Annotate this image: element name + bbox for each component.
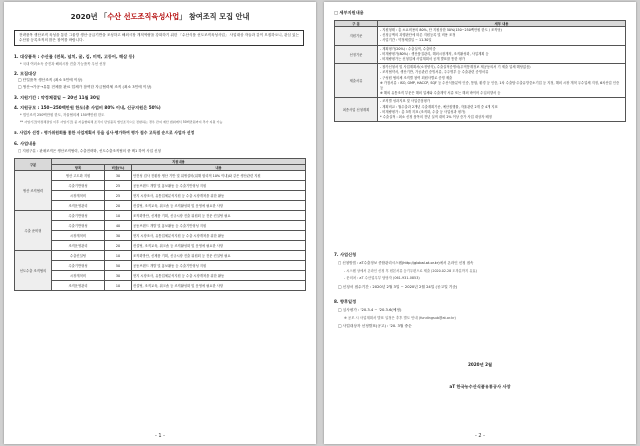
- table-row: [15, 281, 306, 291]
- detail-line: - 비계량평가 : 총 3개 지표 (조직화, 수출 등 사업성과 평가): [380, 109, 466, 114]
- page-number: - 1 -: [155, 433, 165, 439]
- row-ratio: 25: [105, 181, 132, 191]
- section-8-title: 8. 향후일정: [334, 299, 357, 304]
- row-ratio: 25: [105, 191, 132, 201]
- section-8-sub-1: ※ 공모 시 사업계획서 발표 일정은 추후 별도 안내 (fundingsub@at.or.kr): [344, 316, 456, 320]
- table-row: [15, 191, 306, 201]
- row-content: 조직화방안, 신제품 기획, 신규시장 진출 위원회 등 전문 컨설팅 필요: [132, 211, 306, 221]
- col-item: 항목: [52, 165, 105, 171]
- col-div: 구 분: [335, 21, 378, 27]
- title-highlight: 수산 선도조직육성사업: [107, 12, 180, 21]
- row-content: 안전성 검사 전환장 생산 기반 및 위생설비(위해 합리적 10% 이내)와 같은 생산관련 지원: [132, 171, 306, 181]
- detail-line: - 계획평가(20%) : 수출실적, 수출비중: [380, 46, 436, 51]
- col-support: 지원내용: [52, 159, 306, 165]
- row-content: 공동브랜드 개발 및 홍보활동 등 수출기반형성 지원: [132, 181, 306, 191]
- section-3-title: 3. 지원기간 : 약정체결일 ~ 20년 11월 30일: [14, 95, 100, 100]
- detail-line: - 사업기간 : 약정체결일 ~ 11.30일: [380, 38, 432, 43]
- row-label: 지원기준: [335, 27, 378, 46]
- row-ratio: 10: [105, 211, 132, 221]
- detail-table: [334, 20, 626, 122]
- detail-line: ※ 가점서류 : ISO, GMP, HACCP, SQF 등 수산식품분야 인증, 통합, 환경 등 인증, 1차 수출탑·수출유망중소기업 등 지정, 해외 시장 개척 우수업체 지정, 6차산업 인증 등: [380, 80, 620, 91]
- intro-box: [14, 30, 304, 46]
- row-item: 생산 고도화 지원: [52, 171, 105, 181]
- table-row: [335, 45, 626, 64]
- row-ratio: 10: [105, 281, 132, 291]
- table-row: [335, 27, 626, 46]
- group-label: 선도수출 조직협의: [15, 251, 52, 291]
- row-item: 시장개척비: [52, 231, 105, 241]
- row-item: 시장개척비: [52, 191, 105, 201]
- detail-line: - 지원형태 : 총 소요비용의 80%, 단 지원상한 50%(150~250백만원 한도 / 조직당): [380, 28, 502, 32]
- page-title: [4, 12, 316, 22]
- issuer-org: aT 한국농수산식품유통공사 사장: [449, 384, 511, 389]
- row-content: 현지 시장조사, 유통업체분석지원 등 수출 시장개척을 위한 활동: [132, 231, 306, 241]
- row-content: 공동브랜드 개발 및 홍보활동 등 수출기반형성 지원: [132, 261, 306, 271]
- table-row: [15, 251, 306, 261]
- section-1-note: * 국내 여러소득 증진과 해외시장 진출 가능품목 우선 선정: [20, 62, 106, 66]
- section-6-item-a: □ 지원구분 : 판매조직은 생산조직협력, 수출전략화, 선도수출조직협의 중 택1 하여 사업 신청: [18, 149, 161, 153]
- table-row: [15, 241, 306, 251]
- row-ratio: 20: [105, 201, 132, 211]
- detail-line: - 신청금액의 과행판단에 따른 지원등록 및 비용 조정: [380, 33, 456, 38]
- col-div: 구분: [15, 159, 52, 171]
- section-7-item-a: □ 신청방법 : aT수출정보 종합관리시스템(http://global.at.or.kr)에서 온라인 신청 접속: [338, 261, 474, 265]
- page-number: - 2 -: [475, 433, 485, 439]
- row-content: 컨설팅, 조직교육, 워크숍 등 조직활성화 및 운영에 필요한 사항: [132, 241, 306, 251]
- row-content: 현지 시장조사, 유통업체분석지원 등 수출 시장개척을 위한 활동: [132, 271, 306, 281]
- row-detail: [378, 98, 626, 122]
- detail-line: - 계획비교 : 월수출과 2개년 수출계획기준, 예산집행률, 자율관련 2개 중 4개 지표: [380, 104, 498, 109]
- col-content: 내용: [132, 165, 306, 171]
- row-content: 컨설팅, 조직교육, 워크숍 등 조직활성화 및 운영에 필요한 사항: [132, 281, 306, 291]
- section-4-note-1: * 법인조직 250백만원 한도, 자율협의체 150백만원 한도: [20, 113, 105, 117]
- row-detail: [378, 45, 626, 64]
- group-label: 생산 조직협력: [15, 171, 52, 211]
- detail-line: - 참가신청서 및 사업계획서(소정양식), 수출실적증명서(무역통계정보 제공동의서 기 제출 업체 해당없음): [380, 65, 531, 70]
- row-content: 공동브랜드 개발 및 홍보활동 등 수출기반형성 지원: [132, 221, 306, 231]
- row-item: 수출컨설팅: [52, 251, 105, 261]
- row-label: 선정기준: [335, 45, 378, 64]
- section-4-title: 4. 지원규모 : 150~250백만원 한도(총 사업비 80% 이내, 신규지원은 50%): [14, 105, 161, 110]
- row-detail: [378, 27, 626, 46]
- row-label: 최종사업 신청계획: [335, 98, 378, 122]
- row-ratio: 10: [105, 251, 132, 261]
- row-item: 조직운영관리: [52, 241, 105, 251]
- document-page-1: [4, 2, 316, 444]
- title-prefix: 2020년 「: [70, 12, 108, 21]
- row-ratio: 30: [105, 171, 132, 181]
- table-row: [15, 211, 306, 221]
- section-7-sub-1: - 시스템 상에서 온라인 신청 후 원본서류 등기우편으로 제출 (2020.02.28 도착분까지 유효): [344, 269, 477, 273]
- row-item: 수출기반형성: [52, 221, 105, 231]
- section-2-item-a: □ 단일품목 생산조직 (최소 5인에 이상): [18, 78, 83, 82]
- detail-line: - 조직별 성과지표 및 사업중점평가: [380, 99, 430, 104]
- detail-line: ※ 해외 유통조직 부문은 해외 업체와 수출계약 서류 또는 해외 바이어 수입의향서 등: [380, 91, 501, 96]
- detail-line: - 조직협약서, 생산기반, 가공관련 증빙서류, 주주명부 등 수출관련 증빙서류: [380, 70, 489, 75]
- row-item: 시장개척비: [52, 271, 105, 281]
- table-row: [15, 181, 306, 191]
- section-4-note-2: ** 사업기간(약정체결일 이후 사업기간) 중 자율협의체 조직이 단일품목 법인조직으로 전환하는 경우 잔여 예산 범위에서 50백만원까지 추가 지원 가능: [20, 120, 223, 124]
- table-row: [15, 271, 306, 281]
- row-detail: [378, 64, 626, 98]
- row-item: 수출기반형성: [52, 261, 105, 271]
- support-table: [14, 158, 306, 291]
- detail-section-title: □ 세부지원내용: [334, 10, 364, 15]
- section-5-title: 5. 사업자 선정 : 평가위원회를 통한 사업계획서 등을 심사·평가하여 평가 점수 고득점 순으로 사업자 선정: [14, 130, 195, 135]
- row-ratio: 40: [105, 221, 132, 231]
- detail-line: - 비계량평가(80%) : 생산품질관리, 해외시장개척, 조직활성화, 사업계획 등: [380, 51, 489, 56]
- group-label: 수출 준비형: [15, 211, 52, 251]
- row-ratio: 30: [105, 271, 132, 281]
- row-ratio: 30: [105, 231, 132, 241]
- row-ratio: 50: [105, 261, 132, 271]
- section-7-item-b: □ 신청서 접수기간 : 2020년 2월 3일 ~ 2020년 2월 24일 (공고일 기준): [338, 285, 458, 289]
- row-item: 조직운영관리: [52, 201, 105, 211]
- table-row: [335, 64, 626, 98]
- table-row: [15, 221, 306, 231]
- row-label: 제출서류: [335, 64, 378, 98]
- row-item: 조직운영관리: [52, 281, 105, 291]
- section-7-sub-2: - 문의처 : aT 수산업무부 담당자 (061-931-0853): [344, 276, 420, 280]
- section-8-item-b: □ 사업대상자 선정발표(공고) : '20. 3월 중순: [338, 324, 412, 328]
- section-2-item-b: □ 생산→가공→유통 전체를 완료 업체가 참여한 자금협력체 조직 (최소 3인에 이상): [18, 85, 152, 89]
- section-7-title: 7. 사업신청: [334, 252, 357, 257]
- table-row: [15, 261, 306, 271]
- table-row: [15, 171, 306, 181]
- title-suffix: 」 참여조직 모집 안내: [179, 12, 250, 21]
- row-ratio: 20: [105, 241, 132, 251]
- col-content: 세부 내용: [378, 21, 626, 27]
- section-8-item-a: □ 심사평가 : '20.3.4 ~ '20.3.6(예정): [338, 308, 402, 312]
- table-row: [15, 231, 306, 241]
- table-row: [335, 98, 626, 122]
- row-content: 조직화방안, 신제품 기획, 신규시장 진출 위원회 등 전문 컨설팅 필요: [132, 251, 306, 261]
- detail-line: * 수출실적 : 최소 신청 품목의 전년 실적 대비 2% 이상 증가 사업 대상자 배정: [380, 115, 492, 120]
- section-6-title: 6. 사업내용: [14, 141, 37, 146]
- table-row: [15, 201, 306, 211]
- document-page-2: [324, 2, 636, 444]
- detail-line: - 구성원 협의체 조직별 참여 회원사별로 증빙 제출: [380, 75, 453, 80]
- section-2-title: 2. 모집대상: [14, 71, 37, 76]
- intro-text: 전략품목 생산조직 육성을 통한 그물망 생산·공급기반을 조성하고 해외시장 개척역량을 강화하기 위한 「수산식품 선도조직육성사업」 사업대상 자들과 같이 모집하오니, 관심 있는 수산물 등록조직의 많은 참여를 바랍니다.: [19, 33, 299, 42]
- issue-date: 2020년 2월: [467, 362, 493, 367]
- row-item: 수출기반형성: [52, 181, 105, 191]
- col-ratio: 비율(%): [105, 165, 132, 171]
- row-item: 수출기반형성: [52, 211, 105, 221]
- row-content: 컨설팅, 조직교육, 워크숍 등 조직활성화 및 운영에 필요한 사항: [132, 201, 306, 211]
- section-1-title: 1. 대상품목 : 수산물 (전복, 넙치, 굴, 김, 미역, 고등어, 해삼 등): [14, 54, 135, 59]
- row-content: 현지 시장조사, 유통업체분석지원 등 수출 시장개척을 위한 활동: [132, 191, 306, 201]
- detail-line: - 비계량평가는 신청업체 사업계획서 공개 발표를 통한 평가: [380, 57, 465, 62]
